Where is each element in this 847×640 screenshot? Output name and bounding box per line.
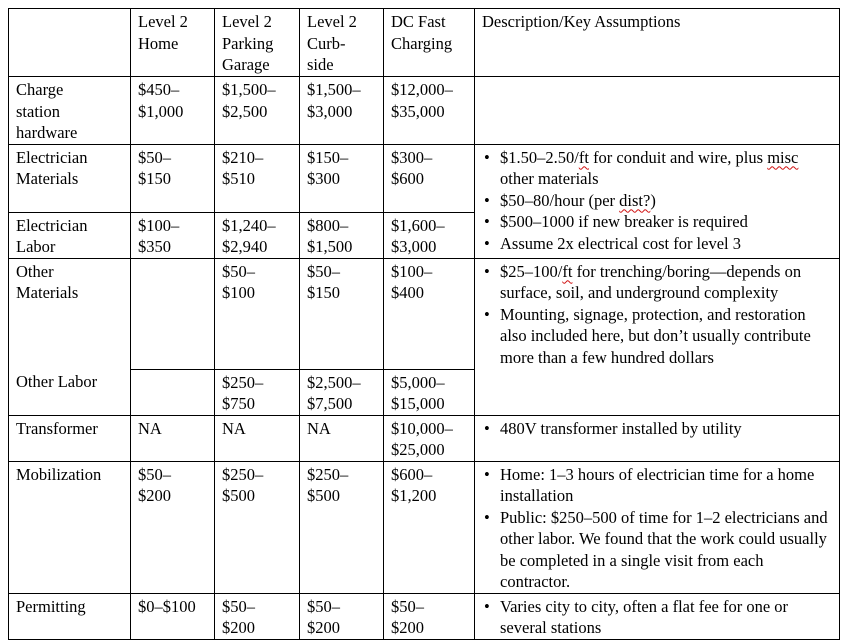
cell-dc-fast: $100– $400 <box>384 258 475 369</box>
row-label: Transformer <box>9 415 131 461</box>
spellcheck-underline: ft <box>562 261 573 281</box>
table-row <box>9 258 840 369</box>
cell-l2-home: $50– $200 <box>131 461 215 593</box>
cell-description-other <box>475 258 840 415</box>
row-label: Electrician Labor <box>9 212 131 258</box>
bullet-item: • Public: $250–500 of time for 1–2 electricians and other labor. We found that the work could usually be completed in a single visit from each contractor. <box>500 507 835 593</box>
table-header-row <box>9 9 840 77</box>
header-level2-curbside: Level 2 Curb- side <box>300 9 384 77</box>
cell-description-permitting <box>475 593 840 639</box>
row-label: Other Labor <box>9 369 131 415</box>
bullet-item: • Home: 1–3 hours of electrician time for a home installation <box>500 464 835 507</box>
cell-dc-fast: $50– $200 <box>384 593 475 639</box>
spellcheck-underline: misc <box>767 147 799 167</box>
row-label: Mobilization <box>9 461 131 593</box>
cell-dc-fast: $12,000– $35,000 <box>384 77 475 145</box>
cell-l2-home <box>131 258 215 369</box>
cell-l2-parking: $210– $510 <box>215 144 300 212</box>
table-row <box>9 461 840 593</box>
bullet-item: • Varies city to city, often a flat fee for one or several stations <box>500 596 835 639</box>
cell-l2-parking: $250– $500 <box>215 461 300 593</box>
header-corner-cell <box>9 9 131 77</box>
spellcheck-underline: ft <box>578 147 589 167</box>
cell-dc-fast: $5,000– $15,000 <box>384 369 475 415</box>
bullet-list <box>482 261 835 369</box>
cell-description-transformer <box>475 415 840 461</box>
cell-l2-parking: $250– $750 <box>215 369 300 415</box>
cell-dc-fast: $300– $600 <box>384 144 475 212</box>
table-row <box>9 144 840 212</box>
cell-l2-home <box>131 369 215 415</box>
header-dc-fast-charging: DC Fast Charging <box>384 9 475 77</box>
bullet-item: • 480V transformer installed by utility <box>500 418 835 440</box>
bullet-list <box>482 418 835 440</box>
cell-l2-curb: $800– $1,500 <box>300 212 384 258</box>
cell-dc-fast: $600– $1,200 <box>384 461 475 593</box>
cell-l2-home: $100– $350 <box>131 212 215 258</box>
cell-l2-home: $450– $1,000 <box>131 77 215 145</box>
bullet-list <box>482 596 835 639</box>
cell-l2-curb: $50– $200 <box>300 593 384 639</box>
cell-l2-curb: $150– $300 <box>300 144 384 212</box>
cell-l2-curb: $250– $500 <box>300 461 384 593</box>
row-label: Other Materials <box>9 258 131 369</box>
cell-l2-curb: $50– $150 <box>300 258 384 369</box>
cell-l2-parking: $50– $100 <box>215 258 300 369</box>
bullet-item: • Assume 2x electrical cost for level 3 <box>500 233 835 255</box>
cell-dc-fast: $10,000– $25,000 <box>384 415 475 461</box>
bullet-item: • Mounting, signage, protection, and restoration also included here, but don’t usually contribute more than a few hundred dollars <box>500 304 835 369</box>
cell-l2-curb: $1,500– $3,000 <box>300 77 384 145</box>
table-row <box>9 593 840 639</box>
cell-l2-home: $50– $150 <box>131 144 215 212</box>
cell-dc-fast: $1,600– $3,000 <box>384 212 475 258</box>
cell-description-electrician <box>475 144 840 258</box>
cell-l2-parking: $50– $200 <box>215 593 300 639</box>
bullet-item: • $50–80/hour (per dist?) <box>500 190 835 212</box>
cell-description-mobilization <box>475 461 840 593</box>
cell-l2-curb: $2,500– $7,500 <box>300 369 384 415</box>
row-label: Charge station hardware <box>9 77 131 145</box>
header-level2-parking-garage: Level 2 Parking Garage <box>215 9 300 77</box>
cell-l2-parking: $1,240– $2,940 <box>215 212 300 258</box>
cell-l2-parking: $1,500– $2,500 <box>215 77 300 145</box>
cell-description-empty <box>475 77 840 145</box>
spellcheck-underline: dist? <box>619 190 651 210</box>
header-description: Description/Key Assumptions <box>475 9 840 77</box>
table-row <box>9 77 840 145</box>
cell-l2-home: $0–$100 <box>131 593 215 639</box>
table-row <box>9 415 840 461</box>
cost-table <box>8 8 840 640</box>
bullet-list <box>482 147 835 255</box>
header-level2-home: Level 2 Home <box>131 9 215 77</box>
bullet-item: • $500–1000 if new breaker is required <box>500 211 835 233</box>
row-label: Permitting <box>9 593 131 639</box>
bullet-item: • $25–100/ft for trenching/boring—depends on surface, soil, and underground complexity <box>500 261 835 304</box>
cell-l2-parking: NA <box>215 415 300 461</box>
bullet-item: • $1.50–2.50/ft for conduit and wire, plus misc other materials <box>500 147 835 190</box>
bullet-list <box>482 464 835 593</box>
row-label: Electrician Materials <box>9 144 131 212</box>
cell-l2-curb: NA <box>300 415 384 461</box>
cell-l2-home: NA <box>131 415 215 461</box>
